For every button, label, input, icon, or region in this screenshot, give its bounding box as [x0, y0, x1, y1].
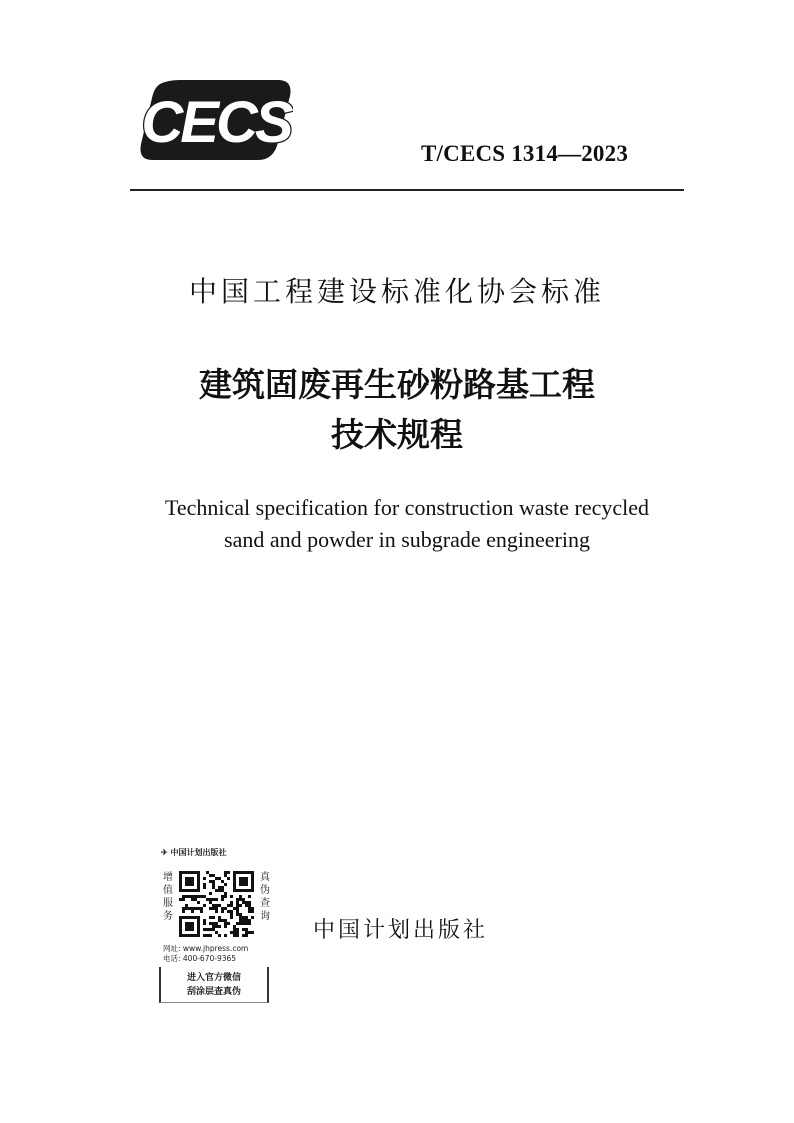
qr-module — [221, 889, 224, 892]
qr-module — [236, 922, 239, 925]
qr-module — [218, 919, 221, 922]
qr-module — [185, 904, 188, 907]
qr-module — [248, 895, 251, 898]
qr-finder — [185, 877, 194, 886]
qr-module — [239, 898, 242, 901]
qr-module — [185, 895, 188, 898]
qr-module — [230, 910, 233, 913]
qr-module — [248, 922, 251, 925]
qr-module — [215, 907, 218, 910]
qr-module — [188, 895, 191, 898]
qr-module — [209, 934, 212, 937]
qr-module — [212, 916, 215, 919]
qr-module — [224, 922, 227, 925]
qr-module — [245, 931, 248, 934]
qr-module — [245, 916, 248, 919]
qr-module — [230, 901, 233, 904]
qr-module — [242, 919, 245, 922]
qr-module — [242, 898, 245, 901]
qr-module — [215, 925, 218, 928]
qr-module — [248, 919, 251, 922]
qr-module — [224, 895, 227, 898]
qr-module — [203, 877, 206, 880]
qr-module — [194, 907, 197, 910]
qr-module — [182, 898, 185, 901]
title-english-line-1: Technical specification for construction waste recycled — [164, 495, 650, 520]
sticker-scratch-notice — [159, 967, 269, 1003]
qr-module — [236, 928, 239, 931]
qr-module — [236, 934, 239, 937]
header-divider — [130, 189, 684, 191]
logo-lettering: CECS — [141, 90, 291, 155]
qr-module — [224, 871, 227, 874]
qr-module — [245, 934, 248, 937]
qr-module — [227, 910, 230, 913]
qr-module — [215, 931, 218, 934]
publisher-name: 中国计划出版社 — [313, 918, 489, 943]
qr-module — [248, 901, 251, 904]
qr-module — [245, 928, 248, 931]
qr-module — [236, 898, 239, 901]
notice-line-1: 进入官方微信 — [186, 973, 241, 983]
qr-module — [215, 889, 218, 892]
qr-module — [191, 895, 194, 898]
qr-module — [248, 904, 251, 907]
qr-module — [221, 907, 224, 910]
qr-module — [236, 907, 239, 910]
qr-module — [236, 913, 239, 916]
qr-module — [203, 883, 206, 886]
qr-module — [209, 901, 212, 904]
qr-module — [203, 895, 206, 898]
qr-module — [251, 910, 254, 913]
qr-module — [227, 904, 230, 907]
qr-module — [227, 922, 230, 925]
qr-module — [218, 886, 221, 889]
qr-module — [239, 916, 242, 919]
qr-module — [230, 895, 233, 898]
sticker-value-added-label: 增值服务 — [163, 872, 173, 922]
qr-module — [224, 919, 227, 922]
qr-module — [197, 895, 200, 898]
qr-module — [188, 907, 191, 910]
qr-module — [200, 907, 203, 910]
qr-module — [236, 901, 239, 904]
qr-module — [194, 895, 197, 898]
qr-module — [215, 922, 218, 925]
qr-module — [230, 913, 233, 916]
qr-module — [230, 916, 233, 919]
qr-module — [227, 877, 230, 880]
qr-module — [251, 931, 254, 934]
title-chinese-line-2: 技术规程 — [331, 415, 463, 454]
qr-module — [206, 928, 209, 931]
qr-module — [230, 904, 233, 907]
qr-module — [218, 904, 221, 907]
sticker-phone: 电话: 400-670-9365 — [163, 954, 237, 963]
qr-module — [203, 928, 206, 931]
qr-module — [239, 919, 242, 922]
qr-module — [218, 877, 221, 880]
qr-module — [209, 892, 212, 895]
qr-module — [203, 904, 206, 907]
qr-module — [248, 931, 251, 934]
qr-module — [245, 919, 248, 922]
qr-module — [221, 919, 224, 922]
qr-module — [209, 922, 212, 925]
qr-module — [212, 904, 215, 907]
qr-module — [212, 883, 215, 886]
qr-module — [209, 880, 212, 883]
qr-module — [212, 907, 215, 910]
qr-module — [242, 934, 245, 937]
qr-module — [233, 907, 236, 910]
qr-module — [221, 880, 224, 883]
qr-module — [233, 934, 236, 937]
qr-module — [203, 886, 206, 889]
qr-module — [212, 928, 215, 931]
qr-module — [224, 934, 227, 937]
sticker-press-name: ✈ 中国计划出版社 — [161, 847, 227, 857]
qr-module — [248, 910, 251, 913]
qr-module — [245, 901, 248, 904]
qr-code[interactable] — [179, 871, 255, 937]
qr-module — [224, 883, 227, 886]
press-logo-icon: ✈ — [161, 847, 168, 857]
qr-module — [224, 892, 227, 895]
qr-module — [203, 922, 206, 925]
qr-module — [236, 904, 239, 907]
qr-module — [236, 910, 239, 913]
qr-finder — [239, 877, 248, 886]
sticker-verify-label: 真伪查询 — [260, 872, 270, 922]
title-chinese — [0, 360, 794, 460]
qr-module — [209, 916, 212, 919]
title-chinese-line-1: 建筑固废再生砂粉路基工程 — [199, 365, 595, 404]
qr-module — [251, 916, 254, 919]
association-name: 中国工程建设标准化协会标准 — [188, 275, 605, 308]
qr-module — [209, 874, 212, 877]
qr-module — [242, 901, 245, 904]
qr-module — [209, 907, 212, 910]
sticker-website: 网址: www.jhpress.com — [163, 944, 249, 953]
qr-module — [179, 898, 182, 901]
qr-module — [218, 916, 221, 919]
qr-module — [212, 874, 215, 877]
qr-module — [218, 889, 221, 892]
qr-module — [227, 871, 230, 874]
qr-module — [206, 934, 209, 937]
qr-module — [215, 877, 218, 880]
qr-module — [245, 922, 248, 925]
qr-module — [206, 898, 209, 901]
qr-module — [224, 925, 227, 928]
qr-module — [212, 886, 215, 889]
qr-module — [233, 931, 236, 934]
qr-module — [206, 871, 209, 874]
qr-module — [221, 886, 224, 889]
title-english — [0, 492, 794, 556]
qr-module — [209, 928, 212, 931]
qr-module — [200, 910, 203, 913]
qr-module — [197, 901, 200, 904]
qr-module — [242, 916, 245, 919]
qr-module — [191, 910, 194, 913]
qr-module — [251, 907, 254, 910]
qr-module — [182, 910, 185, 913]
qr-module — [203, 934, 206, 937]
qr-module — [185, 907, 188, 910]
qr-module — [230, 931, 233, 934]
qr-module — [209, 898, 212, 901]
qr-module — [212, 925, 215, 928]
qr-module — [221, 910, 224, 913]
qr-module — [182, 907, 185, 910]
qr-module — [224, 907, 227, 910]
qr-module — [236, 931, 239, 934]
qr-module — [215, 904, 218, 907]
qr-module — [182, 895, 185, 898]
qr-finder — [185, 922, 194, 931]
title-english-line-2: sand and powder in subgrade engineering — [224, 527, 590, 552]
qr-module — [233, 928, 236, 931]
standard-number: T/CECS 1314—2023 — [421, 141, 629, 166]
qr-module — [239, 904, 242, 907]
qr-module — [221, 895, 224, 898]
qr-module — [239, 913, 242, 916]
anti-counterfeit-sticker — [157, 843, 279, 1008]
qr-module — [203, 919, 206, 922]
qr-module — [191, 898, 194, 901]
qr-module — [194, 898, 197, 901]
qr-module — [242, 922, 245, 925]
qr-module — [248, 907, 251, 910]
qr-module — [239, 922, 242, 925]
qr-module — [233, 925, 236, 928]
qr-module — [212, 880, 215, 883]
qr-module — [200, 895, 203, 898]
qr-module — [215, 898, 218, 901]
qr-module — [242, 928, 245, 931]
qr-module — [239, 895, 242, 898]
qr-module — [218, 925, 221, 928]
qr-module — [215, 910, 218, 913]
qr-module — [245, 904, 248, 907]
qr-module — [191, 907, 194, 910]
qr-module — [218, 934, 221, 937]
qr-module — [212, 898, 215, 901]
cecs-logo — [138, 80, 293, 162]
qr-module — [212, 922, 215, 925]
qr-module — [224, 874, 227, 877]
notice-line-2: 刮涂层查真伪 — [186, 987, 241, 997]
qr-module — [197, 907, 200, 910]
qr-module — [221, 898, 224, 901]
